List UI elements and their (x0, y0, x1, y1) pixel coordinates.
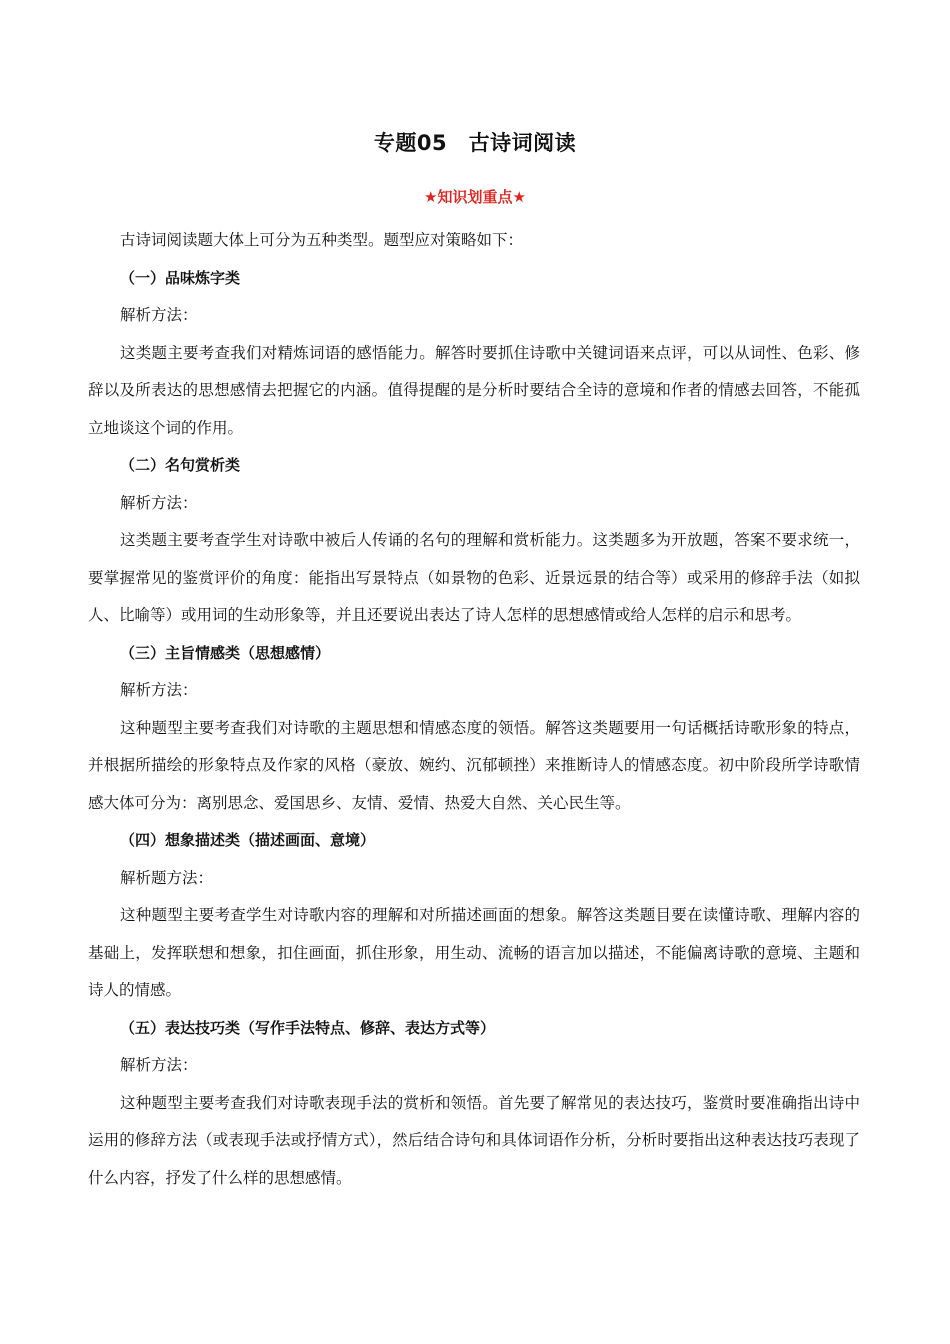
section-heading: （四）想象描述类（描述画面、意境） (120, 831, 376, 849)
method-label: 解析方法： (120, 493, 198, 512)
section-body: 这种题型主要考查我们对诗歌的主题思想和情感态度的领悟。解答这类题要用一句话概括诗歌形象的特点，并根据所描绘的形象特点及作家的风格（豪放、婉约、沉郁顿挫）来推断诗人的情感态度。初中阶段所学诗歌情感大体可分为：离别思念、爱国思乡、友情、爱情、热爱大自然、关心民生等。 (88, 718, 860, 812)
section-4 (88, 822, 860, 1010)
intro-paragraph: 古诗词阅读题大体上可分为五种类型。题型应对策略如下： (120, 231, 524, 249)
method-label: 解析方法： (120, 681, 198, 699)
method-label: 解析题方法： (120, 868, 214, 887)
section-body: 这类题主要考查我们对精炼词语的感悟能力。解答时要抓住诗歌中关键词语来点评，可以从词性、色彩、修辞以及所表达的思想感情去把握它的内涵。值得提醒的是分析时要结合全诗的意境和作者的情感去回答，不能孤立地谈这个词的作用。 (88, 343, 860, 437)
section-1 (88, 260, 860, 448)
section-body: 这种题型主要考查学生对诗歌内容的理解和对所描述画面的想象。解答这类题目要在读懂诗歌、理解内容的基础上，发挥联想和想象，扣住画面，抓住形象，用生动、流畅的语言加以描述，不能偏离诗歌的意境、主题和诗人的情感。 (88, 906, 860, 999)
knowledge-banner: ★知识划重点★ (424, 188, 526, 206)
section-body: 这类题主要考查学生对诗歌中被后人传诵的名句的理解和赏析能力。这类题多为开放题，答案不要求统一，要掌握常见的鉴赏评价的角度：能指出写景特点（如景物的色彩、近景远景的结合等）或采用的修辞手法（如拟人、比喻等）或用词的生动形象等，并且还要说出表达了诗人怎样的思想感情或给人怎样的启示和思考。 (88, 531, 860, 624)
section-heading: （五）表达技巧类（写作手法特点、修辞、表达方式等） (120, 1018, 496, 1037)
section-heading: （二）名句赏析类 (120, 456, 241, 474)
section-heading: （一）品味炼字类 (120, 268, 241, 287)
section-body: 这种题型主要考查我们对诗歌表现手法的赏析和领悟。首先要了解常见的表达技巧，鉴赏时要准确指出诗中运用的修辞方法（或表现手法或抒情方式），然后结合诗句和具体词语作分析，分析时要指出这种表达技巧表现了什么内容，抒发了什么样的思想感情。 (88, 1093, 860, 1187)
section-5 (88, 1010, 860, 1198)
section-3 (88, 635, 860, 823)
section-heading: （三）主旨情感类（思想感情） (120, 643, 331, 662)
page-title: 专题05 古诗词阅读 (373, 131, 577, 155)
method-label: 解析方法： (120, 1056, 198, 1074)
method-label: 解析方法： (120, 306, 198, 324)
section-2 (88, 447, 860, 635)
document-body (88, 222, 860, 1197)
